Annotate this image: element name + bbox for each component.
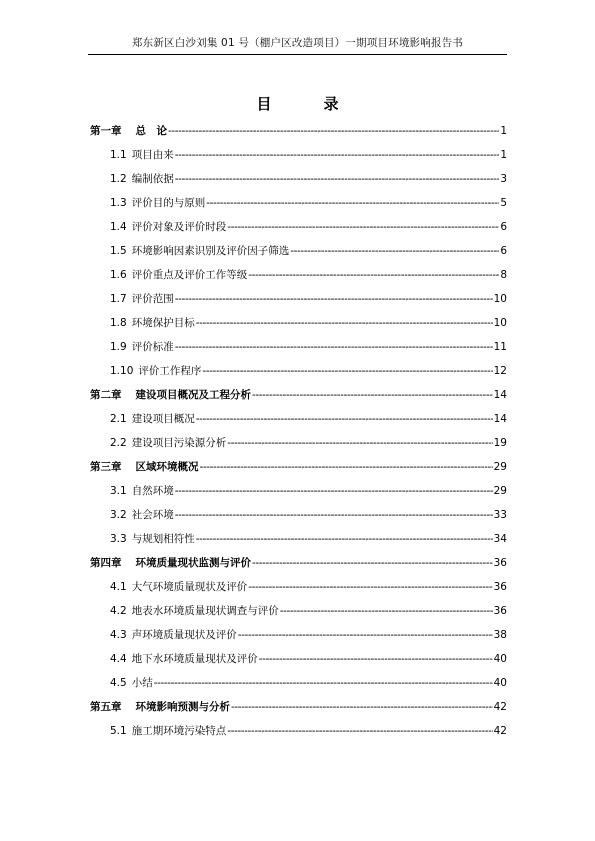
toc-section-entry[interactable]	[110, 335, 507, 359]
toc-entry-title: 环境质量现状监测与评价	[135, 557, 251, 569]
toc-dot-leader	[227, 431, 492, 455]
toc-entry-number: 第四章	[90, 557, 122, 569]
toc-entry-number: 4.2	[110, 605, 127, 617]
toc-entry-page-number: 1	[500, 125, 507, 137]
toc-entry-title: 大气环境质量现状及评价	[131, 581, 248, 593]
toc-entry-page-number: 10	[493, 293, 507, 305]
toc-entry-number: 4.5	[110, 677, 127, 689]
toc-entry-title: 与规划相符性	[131, 533, 195, 545]
toc-section-entry[interactable]	[110, 719, 507, 743]
toc-entry-number: 3.2	[110, 509, 127, 521]
toc-dot-leader	[252, 383, 493, 407]
toc-entry-title: 建设项目概况	[131, 413, 195, 425]
toc-section-entry[interactable]	[110, 143, 507, 167]
toc-entry-page-number: 14	[493, 389, 507, 401]
toc-dot-leader	[175, 167, 500, 191]
toc-entry-title: 环境影响因素识别及评价因子筛选	[131, 245, 290, 257]
toc-section-entry[interactable]	[110, 167, 507, 191]
toc-entry-number: 1.7	[110, 293, 127, 305]
toc-entry-page-number: 12	[493, 365, 507, 377]
toc-section-entry[interactable]	[110, 575, 507, 599]
toc-title-right: 录	[323, 95, 339, 113]
toc-dot-leader	[290, 239, 499, 263]
toc-dot-leader	[227, 215, 499, 239]
toc-dot-leader	[227, 719, 492, 743]
toc-entry-number: 5.1	[110, 725, 127, 737]
toc-entry-title: 项目由来	[131, 149, 174, 161]
toc-entry-number: 3.1	[110, 485, 127, 497]
toc-dot-leader	[238, 623, 493, 647]
toc-dot-leader	[175, 287, 493, 311]
toc-entry-number: 1.5	[110, 245, 127, 257]
toc-entry-title: 评价重点及评价工作等级	[131, 269, 248, 281]
toc-dot-leader	[280, 599, 493, 623]
toc-dot-leader	[175, 479, 493, 503]
toc-entry-page-number: 42	[493, 725, 507, 737]
toc-entry-title: 评价工作程序	[138, 365, 202, 377]
toc-entry-number: 第三章	[90, 461, 122, 473]
toc-entry-number: 1.2	[110, 173, 127, 185]
running-header: 郑东新区白沙刘集 01 号（棚户区改造项目）一期项目环境影响报告书	[88, 35, 507, 55]
toc-entry-title: 地表水环境质量现状调查与评价	[131, 605, 279, 617]
toc-entry-page-number: 40	[493, 677, 507, 689]
toc-entry-page-number: 38	[493, 629, 507, 641]
toc-dot-leader	[175, 503, 493, 527]
toc-entry-title: 评价标准	[131, 341, 174, 353]
toc-dot-leader	[196, 407, 493, 431]
toc-entry-page-number: 40	[493, 653, 507, 665]
toc-entry-number: 4.4	[110, 653, 127, 665]
toc-entry-page-number: 6	[500, 245, 507, 257]
toc-section-entry[interactable]	[110, 431, 507, 455]
toc-section-entry[interactable]	[110, 215, 507, 239]
toc-dot-leader	[200, 455, 493, 479]
toc-entry-title: 总 论	[135, 125, 167, 137]
toc-section-entry[interactable]	[110, 599, 507, 623]
toc-entry-title: 环境保护目标	[131, 317, 195, 329]
toc-entry-title: 声环境质量现状及评价	[131, 629, 237, 641]
toc-entry-page-number: 10	[493, 317, 507, 329]
toc-entry-number: 1.6	[110, 269, 127, 281]
toc-entry-number: 1.9	[110, 341, 127, 353]
toc-section-entry[interactable]	[110, 263, 507, 287]
toc-dot-leader	[248, 263, 499, 287]
toc-dot-leader	[175, 335, 493, 359]
toc-title	[0, 93, 595, 114]
toc-dot-leader	[196, 311, 493, 335]
toc-dot-leader	[168, 119, 499, 143]
toc-entry-page-number: 11	[493, 341, 507, 353]
toc-chapter-entry[interactable]	[90, 383, 507, 407]
toc-entry-title: 小结	[131, 677, 153, 689]
toc-section-entry[interactable]	[110, 479, 507, 503]
toc-entry-page-number: 33	[493, 509, 507, 521]
toc-entry-title: 建设项目概况及工程分析	[135, 389, 251, 401]
toc-section-entry[interactable]	[110, 671, 507, 695]
toc-entry-title: 地下水环境质量现状及评价	[131, 653, 258, 665]
toc-entry-number: 1.8	[110, 317, 127, 329]
toc-title-left: 目	[256, 95, 272, 113]
toc-entry-title: 编制依据	[131, 173, 174, 185]
toc-entry-title: 建设项目污染源分析	[131, 437, 227, 449]
toc-entry-number: 2.1	[110, 413, 127, 425]
toc-entry-number: 4.1	[110, 581, 127, 593]
toc-entry-number: 第五章	[90, 701, 122, 713]
toc-dot-leader	[175, 143, 500, 167]
toc-entry-page-number: 19	[493, 437, 507, 449]
toc-entry-title: 评价范围	[131, 293, 174, 305]
toc-dot-leader	[231, 695, 493, 719]
toc-entry-number: 2.2	[110, 437, 127, 449]
toc-section-entry[interactable]	[110, 287, 507, 311]
toc-entry-page-number: 1	[500, 149, 507, 161]
toc-entry-page-number: 36	[493, 557, 507, 569]
toc-section-entry[interactable]	[110, 239, 507, 263]
toc-chapter-entry[interactable]	[90, 551, 507, 575]
toc-entry-number: 3.3	[110, 533, 127, 545]
toc-entry-page-number: 3	[500, 173, 507, 185]
toc-chapter-entry[interactable]	[90, 695, 507, 719]
toc-section-entry[interactable]	[110, 503, 507, 527]
toc-entry-page-number: 29	[493, 485, 507, 497]
toc-section-entry[interactable]	[110, 359, 507, 383]
toc-entry-title: 评价目的与原则	[131, 197, 206, 209]
toc-entry-title: 环境影响预测与分析	[135, 701, 230, 713]
toc-chapter-entry[interactable]	[90, 119, 507, 143]
toc-entry-number: 第二章	[90, 389, 122, 401]
toc-entry-page-number: 34	[493, 533, 507, 545]
toc-dot-leader	[259, 647, 493, 671]
toc-section-entry[interactable]	[110, 527, 507, 551]
toc-entry-page-number: 36	[493, 605, 507, 617]
toc-dot-leader	[248, 575, 492, 599]
toc-entry-number: 1.3	[110, 197, 127, 209]
toc-dot-leader	[206, 191, 499, 215]
toc-entry-title: 施工期环境污染特点	[131, 725, 227, 737]
toc-section-entry[interactable]	[110, 191, 507, 215]
toc-entry-title: 自然环境	[131, 485, 174, 497]
toc-entry-number: 1.10	[110, 365, 134, 377]
toc-section-entry[interactable]	[110, 647, 507, 671]
toc-dot-leader	[196, 527, 493, 551]
toc-entry-page-number: 42	[493, 701, 507, 713]
toc-entry-title: 区域环境概况	[135, 461, 199, 473]
toc-dot-leader	[252, 551, 493, 575]
toc-section-entry[interactable]	[110, 407, 507, 431]
toc-entry-page-number: 36	[493, 581, 507, 593]
toc-entry-number: 4.3	[110, 629, 127, 641]
toc-dot-leader	[202, 359, 492, 383]
toc-entry-title: 评价对象及评价时段	[131, 221, 227, 233]
toc-entry-page-number: 6	[500, 221, 507, 233]
toc-section-entry[interactable]	[110, 623, 507, 647]
toc-dot-leader	[154, 671, 493, 695]
toc-section-entry[interactable]	[110, 311, 507, 335]
toc-chapter-entry[interactable]	[90, 455, 507, 479]
toc-entry-number: 1.1	[110, 149, 127, 161]
toc-entry-number: 第一章	[90, 125, 122, 137]
toc-entry-title: 社会环境	[131, 509, 174, 521]
toc-entry-page-number: 14	[493, 413, 507, 425]
toc-entry-page-number: 8	[500, 269, 507, 281]
toc-entry-page-number: 5	[500, 197, 507, 209]
toc-entry-page-number: 29	[493, 461, 507, 473]
toc-entry-number: 1.4	[110, 221, 127, 233]
